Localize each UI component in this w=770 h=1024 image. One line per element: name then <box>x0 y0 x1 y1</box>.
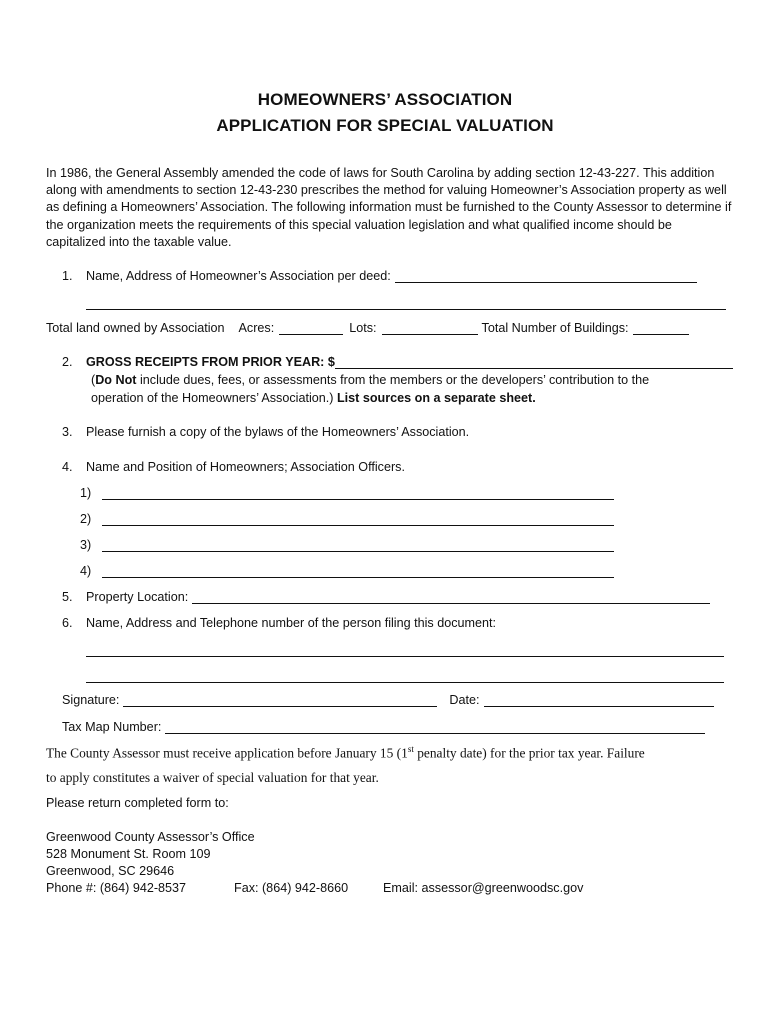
office-phone: Phone #: (864) 942-8537 <box>46 881 187 895</box>
item-6 <box>62 616 496 630</box>
filer-info-field-1[interactable] <box>86 643 724 657</box>
item-1-number: 1. <box>62 269 73 283</box>
office-street: 528 Monument St. Room 109 <box>46 847 211 861</box>
office-name: Greenwood County Assessor’s Office <box>46 830 255 844</box>
office-email[interactable]: Email: assessor@greenwoodsc.gov <box>383 881 584 895</box>
acres-field[interactable] <box>279 321 343 335</box>
item-2-number: 2. <box>62 355 73 369</box>
signature-label: Signature: <box>62 693 120 707</box>
return-label: Please return completed form to: <box>46 796 229 810</box>
note-paren: ( <box>91 373 96 387</box>
item-2 <box>62 355 733 369</box>
officer-row <box>80 512 614 526</box>
item-1-label: Name, Address of Homeowner’s Association per deed: <box>86 269 391 283</box>
officer-number: 4) <box>80 564 92 578</box>
taxmap-label: Tax Map Number: <box>62 720 162 734</box>
form-title-line2: APPLICATION FOR SPECIAL VALUATION <box>216 116 554 135</box>
item-1-line2 <box>86 296 726 310</box>
item-4-number: 4. <box>62 460 73 474</box>
buildings-field[interactable] <box>633 321 689 335</box>
item-4-label: Name and Position of Homeowners; Association Officers. <box>86 460 405 474</box>
officer-number: 2) <box>80 512 92 526</box>
taxmap-row <box>62 720 705 734</box>
filer-line-1 <box>86 643 724 657</box>
officer-number: 3) <box>80 538 92 552</box>
officer-row <box>80 538 614 552</box>
association-name-field[interactable] <box>395 269 697 283</box>
item-5-number: 5. <box>62 590 73 604</box>
deadline-text-1: The County Assessor must receive application before January 15 (1 <box>46 745 408 761</box>
signature-field[interactable] <box>123 693 437 707</box>
taxmap-field[interactable] <box>165 720 705 734</box>
date-label: Date: <box>449 693 480 707</box>
buildings-label: Total Number of Buildings: <box>481 321 629 335</box>
filer-info-field-2[interactable] <box>86 669 724 683</box>
association-address-field[interactable] <box>86 296 726 310</box>
date-field[interactable] <box>484 693 714 707</box>
officer-3-field[interactable] <box>102 538 614 552</box>
item-5-label: Property Location: <box>86 590 189 604</box>
officer-2-field[interactable] <box>102 512 614 526</box>
gross-receipts-field[interactable] <box>335 355 733 369</box>
officer-row <box>80 564 614 578</box>
officer-1-field[interactable] <box>102 486 614 500</box>
item-3-label: Please furnish a copy of the bylaws of the Homeowners’ Association. <box>86 425 470 439</box>
officer-number: 1) <box>80 486 92 500</box>
officer-row <box>80 486 614 500</box>
filer-line-2 <box>86 669 724 683</box>
property-location-field[interactable] <box>192 590 710 604</box>
item-5 <box>62 590 710 604</box>
signature-row <box>62 693 714 707</box>
office-fax: Fax: (864) 942-8660 <box>234 881 349 895</box>
office-city: Greenwood, SC 29646 <box>46 864 175 878</box>
acres-label: Acres: <box>238 321 275 335</box>
item-2-note <box>91 373 649 387</box>
officer-4-field[interactable] <box>102 564 614 578</box>
deadline-sup: st <box>407 744 414 754</box>
intro-paragraph: In 1986, the General Assembly amended the code of laws for South Carolina by adding section 12-43-227. This addition along with amendments to section 12-43-230 prescribes the method for valuing Homeowner’s Association property as well as defining a Homeowners’ Association. The following information must be furnished to the County Assessor to determine if the organization meets the requirements of this special valuation legislation and what qualified income should be capitalized into the taxable value. <box>46 166 732 249</box>
item-2-label: GROSS RECEIPTS FROM PRIOR YEAR: $ <box>86 355 335 369</box>
lots-field[interactable] <box>382 321 478 335</box>
deadline-notice <box>46 744 645 761</box>
land-row <box>46 321 689 335</box>
note-do-not: Do Not <box>95 373 137 387</box>
form-title-line1: HOMEOWNERS’ ASSOCIATION <box>257 90 513 109</box>
note-text: include dues, fees, or assessments from the members or the developers’ contribution to the <box>136 373 650 387</box>
note-list-sources: List sources on a separate sheet. <box>336 391 536 405</box>
note-text-line2: operation of the Homeowners’ Association.) <box>91 391 334 405</box>
deadline-text-2: penalty date) for the prior tax year. Failure <box>413 745 645 761</box>
item-3-number: 3. <box>62 425 73 439</box>
deadline-notice-line2: to apply constitutes a waiver of special valuation for that year. <box>46 770 379 785</box>
item-4 <box>62 460 405 474</box>
lots-label: Lots: <box>349 321 377 335</box>
land-label: Total land owned by Association <box>46 321 225 335</box>
item-2-note-line2 <box>91 391 536 405</box>
item-1 <box>62 269 697 283</box>
item-6-number: 6. <box>62 616 73 630</box>
item-3 <box>62 425 469 439</box>
item-6-label: Name, Address and Telephone number of the person filing this document: <box>86 616 497 630</box>
